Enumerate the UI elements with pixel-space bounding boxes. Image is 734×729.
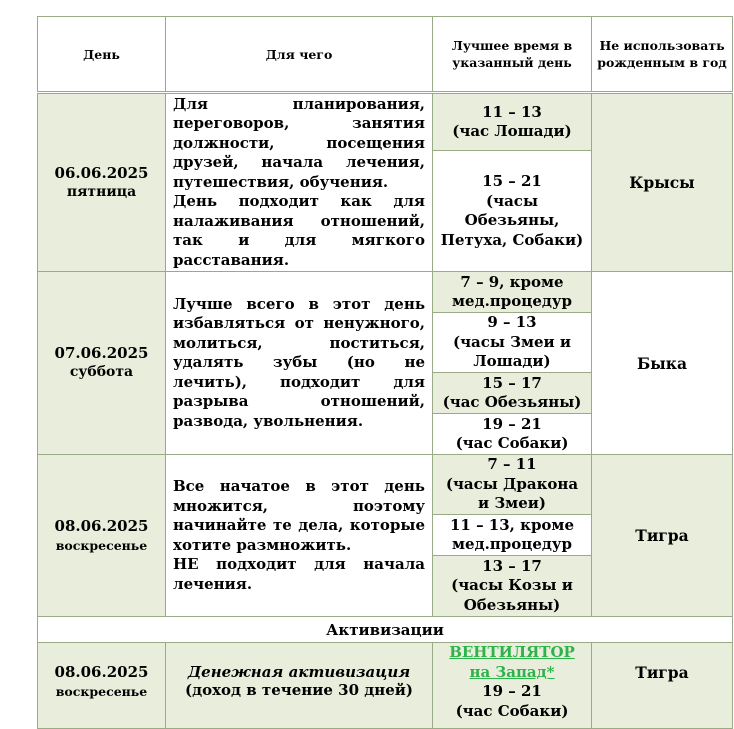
date: 08.06.2025 (54, 663, 149, 681)
time-range: 15 – 21 (482, 172, 542, 190)
avoid-cell: Быка (592, 272, 733, 455)
avoid-cell: Тигра (592, 643, 733, 729)
date-cell (38, 643, 166, 729)
time-slot (433, 373, 592, 414)
time-note: (час Собаки) (455, 434, 569, 452)
purpose-text: Лучше всего в этот день избавляться от ненужного, молиться, поститься, удалять зубы (но не лечить), подходит для разрыва отношений, развода, увольнения. (173, 294, 425, 430)
time-note: (часы Змеи и Лошади) (452, 332, 572, 371)
header-row (38, 17, 733, 93)
table-row (38, 455, 733, 515)
header-avoid: Не использовать рожденным в год (592, 17, 733, 93)
header-purpose: Для чего (166, 17, 433, 93)
purpose-text: Для планирования, переговоров, занятия должности, посещения друзей, начала лечения, путешествия, обучения. (173, 94, 425, 191)
avoid-cell: Тигра (592, 455, 733, 617)
time-slot (433, 313, 592, 373)
purpose-text: НЕ подходит для начала лечения. (173, 555, 425, 593)
time-note: (часы Дракона и Змеи) (445, 474, 579, 513)
time-range: 11 – 13, кроме (449, 515, 575, 534)
time-note: (час Лошади) (452, 122, 572, 140)
header-day: День (38, 17, 166, 93)
time-note: мед.процедур (452, 292, 572, 310)
date: 08.06.2025 (54, 516, 149, 535)
time-range: 19 – 21 (482, 414, 542, 433)
time-slot (433, 515, 592, 556)
schedule-table (37, 16, 733, 729)
time-note: (час Обезьяны) (442, 393, 582, 411)
time-note: (час Собаки) (455, 701, 569, 720)
time-range: 7 – 11 (487, 455, 537, 474)
date-cell (38, 455, 166, 617)
purpose-cell (166, 272, 433, 455)
weekday: пятница (66, 183, 137, 200)
date: 06.06.2025 (54, 163, 149, 182)
purpose-text: Все начатое в этот день множится, поэтому начинайте те дела, которые хотите размножить. (173, 477, 425, 554)
purpose-text: День подходит как для налаживания отношений, так и для мягкого расставания. (173, 192, 425, 269)
avoid-cell: Крысы (592, 93, 733, 272)
time-range: 19 – 21 (482, 682, 542, 700)
time-range: 9 – 13 (487, 313, 537, 332)
activation-time-cell (433, 643, 592, 729)
time-slot (433, 272, 592, 313)
time-slot (433, 151, 592, 272)
time-slot (433, 93, 592, 151)
time-note: (часы Козы и Обезьяны) (451, 576, 573, 614)
purpose-cell (166, 93, 433, 272)
table-row (38, 272, 733, 313)
date: 07.06.2025 (54, 344, 149, 362)
activation-link[interactable]: ВЕНТИЛЯТОР (449, 643, 575, 661)
activations-title: Активизации (38, 617, 733, 643)
date-cell (38, 272, 166, 455)
time-note: мед.процедур (452, 535, 572, 553)
time-range: 11 – 13 (482, 102, 542, 121)
time-slot (433, 556, 592, 617)
activation-name: Денежная активизация (187, 663, 411, 681)
time-note: (часы Обезьяны, Петуха, Собаки) (440, 191, 584, 249)
weekday: суббота (69, 364, 134, 380)
purpose-cell (166, 455, 433, 617)
activations-header-row (38, 617, 733, 643)
weekday: воскресенье (55, 684, 148, 699)
time-range: 7 – 9, кроме (460, 272, 564, 291)
time-range: 13 – 17 (482, 556, 542, 575)
time-slot (433, 414, 592, 455)
activation-cell (166, 643, 433, 729)
activation-link-direction[interactable]: на Запад* (469, 662, 555, 681)
time-range: 15 – 17 (482, 373, 542, 392)
activation-detail: (доход в течение 30 дней) (185, 681, 413, 699)
table-row (38, 93, 733, 151)
date-cell (38, 93, 166, 272)
activation-row (38, 643, 733, 729)
header-best-time: Лучшее время в указанный день (433, 17, 592, 93)
time-slot (433, 455, 592, 515)
weekday: воскресенье (55, 537, 148, 553)
